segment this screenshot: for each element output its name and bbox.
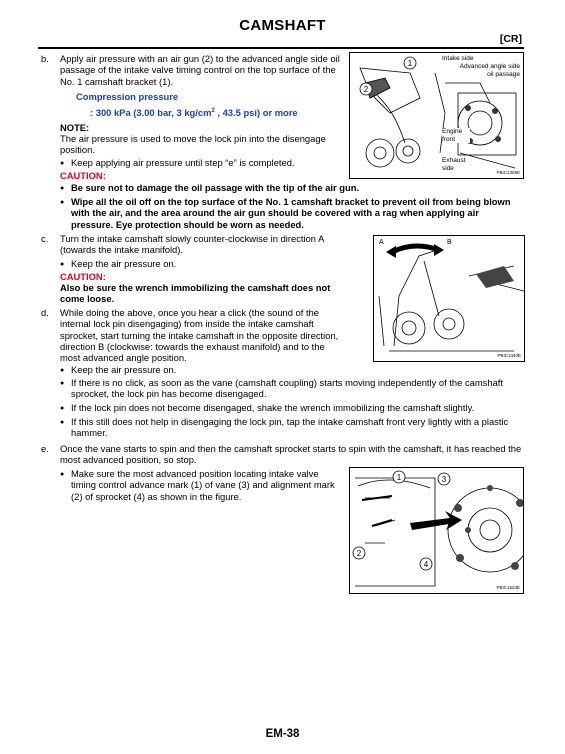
caution-heading-b: CAUTION: <box>60 170 106 181</box>
note-heading: NOTE: <box>60 122 90 133</box>
step-c-text: Turn the intake camshaft slowly counter-clockwise in direction A (towards the intake manifold). <box>60 233 324 256</box>
fig3-callout-2: 2 <box>356 549 362 558</box>
step-d-text: While doing the above, once you hear a click (the sound of the internal lock pin disengaging) from inside the intake camshaft sprocket, start turning the intake camshaft in the opposite direction, direction B (clockwise: towards the exhaust manifold) and to the most advanced angle position. <box>60 307 339 364</box>
fig3-callout-4: 4 <box>423 560 429 569</box>
step-e-label: e. <box>41 443 49 454</box>
note-text: The air pressure is used to move the lock pin into the disengage position. <box>60 133 326 156</box>
fig2-label-b: B <box>447 239 452 246</box>
figure-intake-side <box>349 52 524 179</box>
pressure-value: : 300 kPa (3.00 bar, 3 $kg/cm^2$ , 43.5 psi) or more <box>90 107 298 119</box>
section-tag: [CR] <box>499 33 522 45</box>
step-c-label: c. <box>41 233 49 244</box>
page-number: EM-38 <box>265 728 300 740</box>
fig1-label-intake: Intake side <box>442 55 474 62</box>
step-e-text: Once the vane starts to spin and then the camshaft sprocket starts to spin with the camshaft, it has reached the most advanced position, so stop. <box>60 443 522 466</box>
fig1-callout-2: 2 <box>363 85 369 94</box>
fig2-label-a: A <box>379 239 384 246</box>
step-d-bullet-3: ● If the lock pin does not become disengaged, shake the wrench immobilizing the camshaft slightly. <box>71 402 523 413</box>
caution-b-item-1: ● Be sure not to damage the oil passage with the tip of the air gun. <box>71 182 511 193</box>
fig1-callout-1: 1 <box>407 59 413 68</box>
step-d-label: d. <box>41 307 49 318</box>
fig1-id: PBIC1309E <box>496 170 520 175</box>
caution-c-text: Also be sure the wrench immobilizing the camshaft does not come loose. <box>60 282 331 305</box>
figure-camshaft-direction <box>373 235 525 362</box>
header-rule <box>38 47 524 49</box>
page-title: CAMSHAFT <box>239 17 326 34</box>
fig1-label-exhaust: Exhaust side <box>442 157 472 172</box>
step-e-bullet-1: ● Make sure the most advanced position locating intake valve timing control advance mark (1) of vane (3) and alignment mark (2) of sprocket (4) as shown in the figure. <box>71 468 343 502</box>
step-d-bullet-2: ● If there is no click, as soon as the vane (camshaft coupling) starts moving independently of the camshaft sprocket, the lock pin has become disengaged. <box>71 377 523 400</box>
fig2-id: PBIC1440E <box>497 353 521 358</box>
step-d-bullet-4: ● If this still does not help in disengaging the lock pin, tap the intake camshaft front very lightly with a plastic hammer. <box>71 416 523 439</box>
step-d-bullet-1: ● Keep the air pressure on. <box>71 364 341 375</box>
step-c-bullet: ● Keep the air pressure on. <box>71 258 341 269</box>
caution-heading-c: CAUTION: <box>60 271 106 282</box>
step-b-bullet: ● Keep applying air pressure until step “e” is completed. <box>71 157 341 168</box>
fig3-id: PBIC1524E <box>496 585 520 590</box>
step-b-text: Apply air pressure with an air gun (2) to the advanced angle side oil passage of the intake valve timing control on the top surface of the No. 1 camshaft bracket (1). <box>60 53 340 87</box>
figure-advance-marks <box>349 467 524 594</box>
pressure-heading: Compression pressure <box>76 91 179 102</box>
fig1-label-adv: Advanced angle side oil passage <box>459 63 520 78</box>
step-b-label: b. <box>41 53 49 64</box>
fig3-callout-3: 3 <box>441 475 447 484</box>
fig3-callout-1: 1 <box>396 473 402 482</box>
fig1-label-engine: Engine front <box>442 128 470 143</box>
caution-b-item-2: ● Wipe all the oil off on the top surface of the No. 1 camshaft bracket to prevent oil from being blown with the air, and the area around the air gun should be covered with a rag when applying air pressure. Eye protection should be worn as needed. <box>71 196 523 230</box>
